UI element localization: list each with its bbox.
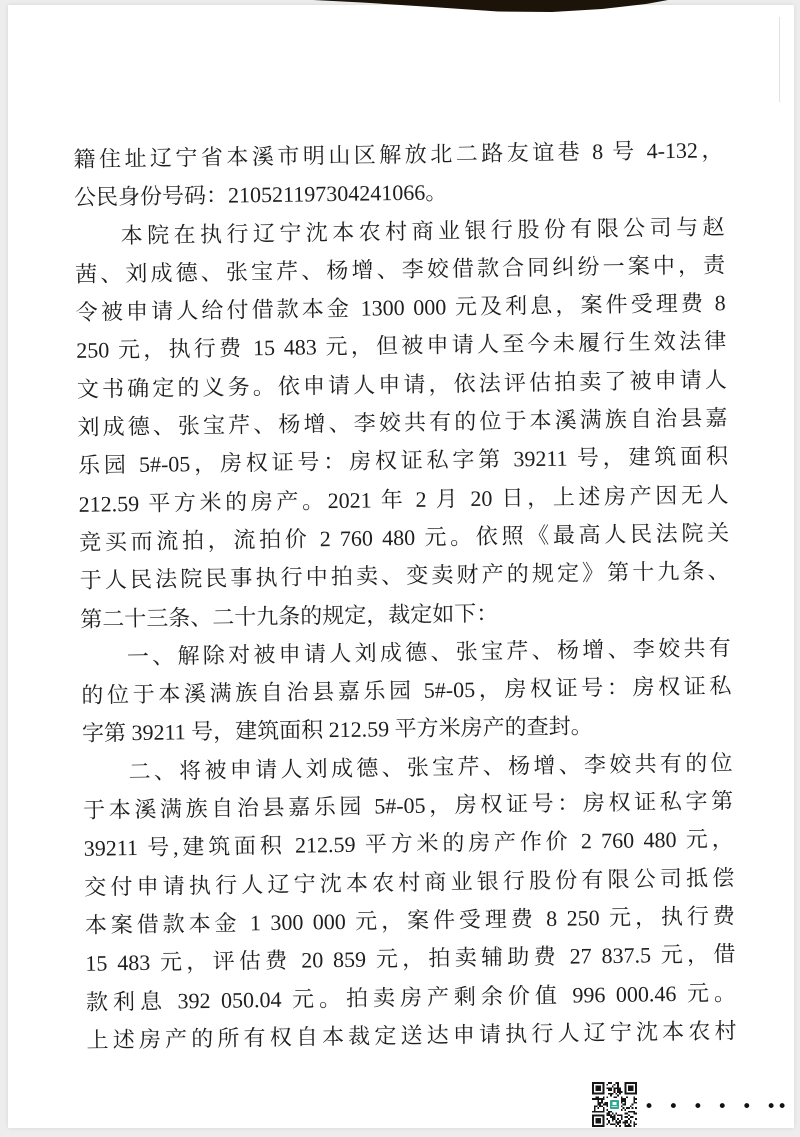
text-line: 竞买而流拍，流拍价 2 760 480 元。依照《最高人民法院关 (78, 520, 730, 555)
text-line: 款利息 392 050.04 元。拍卖房产剩余价值 996 000.46 元。 (85, 979, 737, 1015)
document-body (73, 131, 737, 1060)
text-line: 上述房产的所有权自本裁定送达申请执行人辽宁沈本农村 (86, 1017, 737, 1053)
text-line: 本案借款本金 1 300 000 元，案件受理费 8 250 元，执行费 (84, 903, 735, 938)
text-line: 一、解除对被申请人刘成德、张宝芹、杨增、李姣共有 (126, 635, 731, 669)
text-line: 于本溪满族自治县嘉乐园 5#-05，房权证号：房权证私字第 (82, 788, 734, 823)
text-line: 交付申请执行人辽宁沈本农村商业银行股份有限公司抵偿 (84, 864, 735, 900)
qr-center-logo (610, 1100, 619, 1109)
scan-crease-line (779, 17, 780, 102)
qr-finder-top-right (625, 1083, 636, 1094)
text-line: 15 483 元，评估费 20 859 元，拍卖辅助费 27 837.5 元，借 (85, 941, 736, 977)
separator-dot-marks: • • • • • •• (644, 1097, 789, 1117)
text-line: 250 元，执行费 15 483 元，但被申请人至今未履行生效法律 (76, 328, 727, 364)
text-line: 212.59 平方米的房产。2021 年 2 月 20 日，上述房产因无人 (78, 481, 729, 517)
text-line: 籍住址辽宁省本溪市明山区解放北二路友谊巷 8 号 4-132， (73, 137, 724, 172)
text-line: 乐园 5#-05，房权证号：房权证私字第 39211 号，建筑面积 (77, 443, 729, 479)
text-line: 二、将被申请人刘成德、张宝芹、杨增、李姣共有的位 (128, 749, 733, 784)
text-line: 茜、刘成德、张宝芹、杨增、李姣借款合同纠纷一案中，责 (75, 252, 726, 287)
qr-code (592, 1082, 637, 1127)
document-page (8, 5, 794, 1128)
text-line: 于人民法院民事执行中拍卖、变卖财产的规定》第十九条、 (79, 558, 730, 594)
text-line: 39211 号,建筑面积 212.59 平方米的房产作价 2 760 480 元， (83, 826, 734, 862)
text-line: 令被申请人给付借款本金 1300 000 元及利息，案件受理费 8 (75, 290, 726, 326)
text-line: 字第 39211 号，建筑面积 212.59 平方米房产的查封。 (81, 713, 593, 747)
text-line: 刘成德、张宝芹、杨增、李姣共有的位于本溪满族自治县嘉 (77, 405, 728, 440)
text-line: 的位于本溪满族自治县嘉乐园 5#-05，房权证号：房权证私 (81, 673, 732, 708)
text-line: 第二十三条、二十九条的规定，裁定如下： (80, 600, 499, 632)
qr-finder-bottom-left (593, 1115, 604, 1126)
text-line: 文书确定的义务。依申请人申请，依法评估拍卖了被申请人 (76, 366, 728, 402)
text-line: 本院在执行辽宁沈本农村商业银行股份有限公司与赵 (120, 213, 725, 248)
qr-finder-top-left (593, 1083, 604, 1094)
text-line: 公民身份号码：210521197304241066。 (73, 179, 448, 211)
